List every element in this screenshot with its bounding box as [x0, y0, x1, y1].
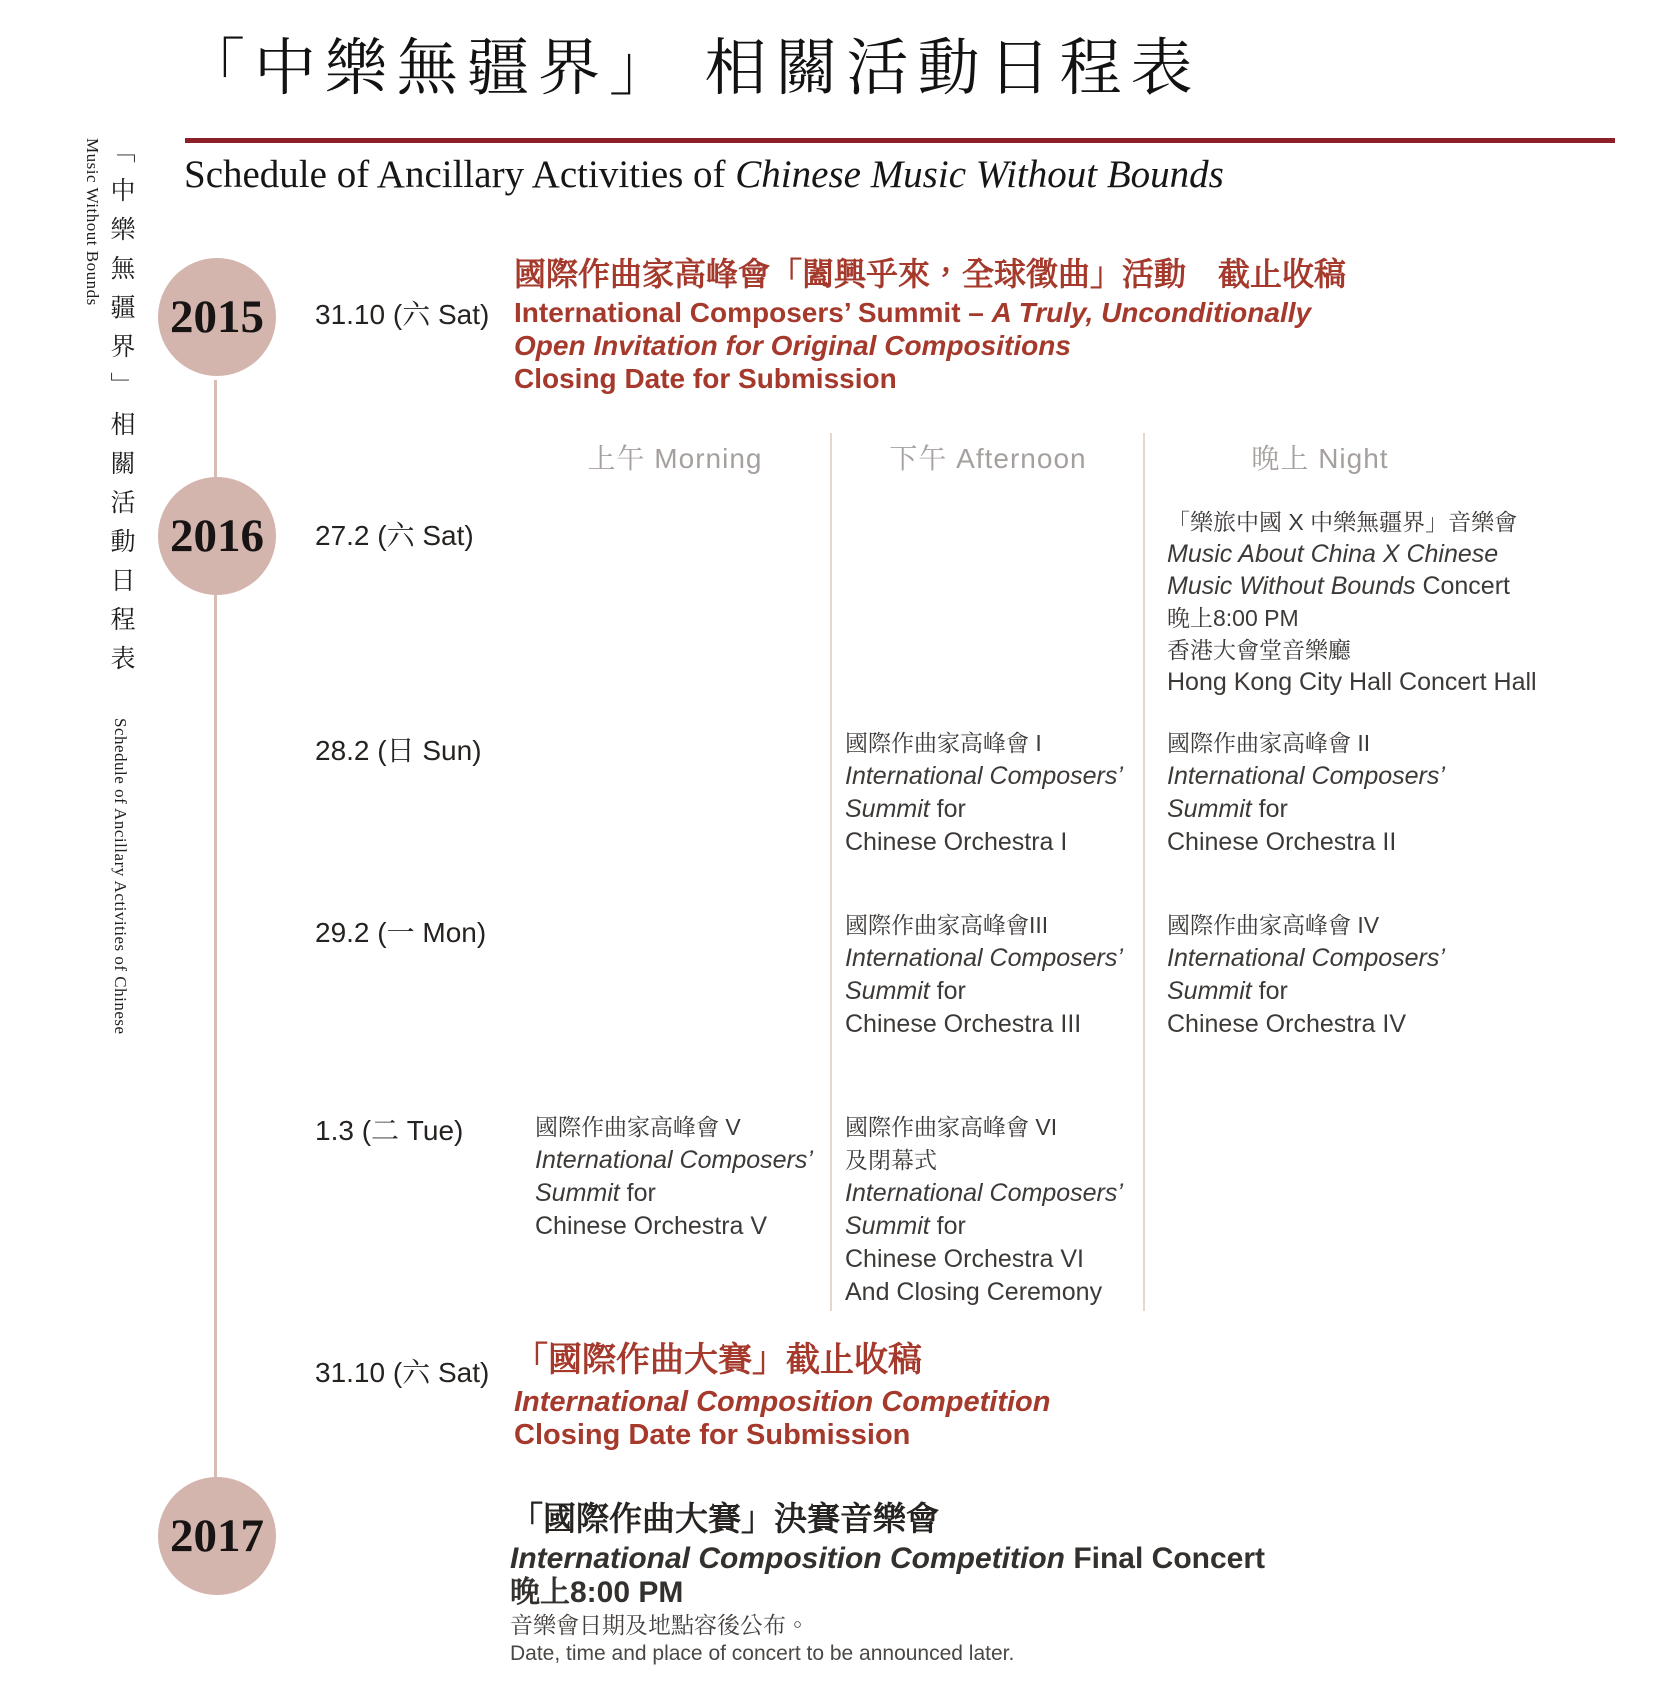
event-line: Closing Date for Submission	[514, 1419, 911, 1451]
event-line: Chinese Orchestra VI	[845, 1245, 1084, 1273]
event-line: International Composers’	[1167, 762, 1445, 790]
event-desc-summit-submission	[514, 296, 1311, 395]
event-text-italic: A Truly, Unconditionally	[991, 297, 1312, 328]
event-text-italic: International Composition Competition	[510, 1542, 1065, 1575]
column-header-morning: 上午 Morning	[587, 443, 763, 474]
event-line: Chinese Orchestra V	[535, 1212, 768, 1240]
cell-feb28-afternoon-summit-1	[845, 727, 1123, 859]
event-line: 國際作曲家高峰會III	[845, 912, 1049, 938]
page-title: 「中樂無疆界」 相關活動日程表	[183, 35, 1202, 103]
event-text-italic: Summit	[845, 977, 930, 1005]
event-line: International Composers’	[535, 1146, 813, 1174]
cell-feb27-night-concert	[1167, 506, 1537, 698]
year-badge-2016: 2016	[158, 477, 276, 595]
event-text: for	[1251, 795, 1288, 823]
event-title-competition-submission: 「國際作曲大賽」截止收稿	[514, 1341, 922, 1379]
cell-feb29-afternoon-summit-3	[845, 909, 1123, 1041]
column-divider-morning-afternoon	[830, 433, 832, 1311]
event-text: for	[929, 977, 966, 1005]
event-line: Music About China X Chinese	[1167, 540, 1499, 568]
cell-feb28-night-summit-2	[1167, 727, 1445, 859]
event-line	[1167, 570, 1537, 602]
event-text: for	[619, 1179, 656, 1207]
event-line: And Closing Ceremony	[845, 1278, 1103, 1306]
year-badge-2015: 2015	[158, 258, 276, 376]
column-header-afternoon: 下午 Afternoon	[889, 443, 1087, 474]
event-note-en: Date, time and place of concert to be announced later.	[510, 1642, 1015, 1665]
event-text: Concert	[1415, 572, 1510, 600]
event-line	[1167, 975, 1445, 1008]
event-line: International Composers’	[1167, 944, 1445, 972]
sidebar-title-cjk: 「中樂無疆界」相關活動日程表	[107, 138, 134, 684]
column-header-night: 晚上 Night	[1251, 443, 1389, 474]
event-line	[514, 296, 1311, 329]
event-text-italic: Summit	[845, 795, 930, 823]
row-date-2016-02-29: 29.2 (一 Mon)	[315, 917, 487, 948]
event-line: International Composers’	[845, 762, 1123, 790]
row-date-2016-03-01: 1.3 (二 Tue)	[315, 1115, 464, 1146]
event-text: Final Concert	[1064, 1542, 1266, 1575]
event-text: International Composers’ Summit –	[514, 297, 992, 328]
event-line: 「樂旅中國 X 中樂無疆界」音樂會	[1167, 509, 1518, 535]
event-line: Open Invitation for Original Compositions	[514, 330, 1071, 361]
event-title-final-concert: 「國際作曲大賽」決賽音樂會	[510, 1500, 939, 1537]
event-line: 晚上8:00 PM	[1167, 605, 1299, 631]
event-subtitle-final-concert	[510, 1541, 1265, 1577]
event-line: International Composers’	[845, 944, 1123, 972]
cell-mar1-afternoon-summit-6	[845, 1111, 1123, 1309]
event-line: 國際作曲家高峰會 V	[535, 1114, 741, 1140]
event-line: Chinese Orchestra IV	[1167, 1010, 1406, 1038]
event-line	[845, 975, 1123, 1008]
cell-feb29-night-summit-4	[1167, 909, 1445, 1041]
event-line: Chinese Orchestra I	[845, 828, 1068, 856]
event-text: for	[1251, 977, 1288, 1005]
row-date-2016-02-28: 28.2 (日 Sun)	[315, 735, 482, 766]
sidebar-vertical-title	[82, 138, 138, 1058]
event-desc-competition-submission	[514, 1386, 1050, 1452]
event-line: 及閉幕式	[845, 1147, 937, 1173]
event-text-italic: Summit	[845, 1212, 930, 1240]
event-text: for	[929, 1212, 966, 1240]
event-note-cjk: 音樂會日期及地點容後公布。	[510, 1612, 809, 1638]
year-badge-2017: 2017	[158, 1477, 276, 1595]
title-underline-rule	[185, 138, 1615, 143]
row-date-2015-10-31: 31.10 (六 Sat)	[315, 299, 490, 330]
event-line	[1167, 793, 1445, 826]
event-line: Chinese Orchestra II	[1167, 828, 1397, 856]
event-line: 國際作曲家高峰會 VI	[845, 1114, 1058, 1140]
event-line: Chinese Orchestra III	[845, 1010, 1082, 1038]
event-line: International Composers’	[845, 1179, 1123, 1207]
event-line	[845, 1210, 1123, 1243]
event-line: 香港大會堂音樂廳	[1167, 637, 1351, 663]
cell-mar1-morning-summit-5	[535, 1111, 813, 1243]
event-line: International Composition Competition	[514, 1386, 1051, 1418]
event-text-italic: Summit	[1167, 795, 1252, 823]
page-subtitle	[184, 152, 1224, 198]
event-line: Hong Kong City Hall Concert Hall	[1167, 668, 1537, 696]
event-line	[845, 793, 1123, 826]
event-text-italic: Music Without Bounds	[1167, 572, 1416, 600]
event-line: Closing Date for Submission	[514, 363, 897, 394]
subtitle-event-name: Chinese Music Without Bounds	[735, 153, 1224, 196]
sidebar-title-en: Schedule of Ancillary Activities of Chinese Music Without Bounds	[83, 138, 130, 1036]
event-text-italic: Summit	[535, 1179, 620, 1207]
row-date-2016-02-27: 27.2 (六 Sat)	[315, 520, 474, 551]
subtitle-prefix: Schedule of Ancillary Activities of	[184, 153, 736, 196]
event-title-summit-submission: 國際作曲家高峰會「闔興乎來，全球徵曲」活動 截止收稿	[514, 256, 1347, 292]
event-text: for	[929, 795, 966, 823]
event-time-final-concert: 晚上8:00 PM	[510, 1576, 684, 1609]
event-line: 國際作曲家高峰會 IV	[1167, 912, 1380, 938]
event-line: 國際作曲家高峰會 II	[1167, 730, 1371, 756]
row-date-2016-10-31: 31.10 (六 Sat)	[315, 1357, 490, 1388]
column-divider-afternoon-night	[1143, 433, 1145, 1311]
event-text-italic: Summit	[1167, 977, 1252, 1005]
event-line: 國際作曲家高峰會 I	[845, 730, 1042, 756]
event-line	[535, 1177, 813, 1210]
